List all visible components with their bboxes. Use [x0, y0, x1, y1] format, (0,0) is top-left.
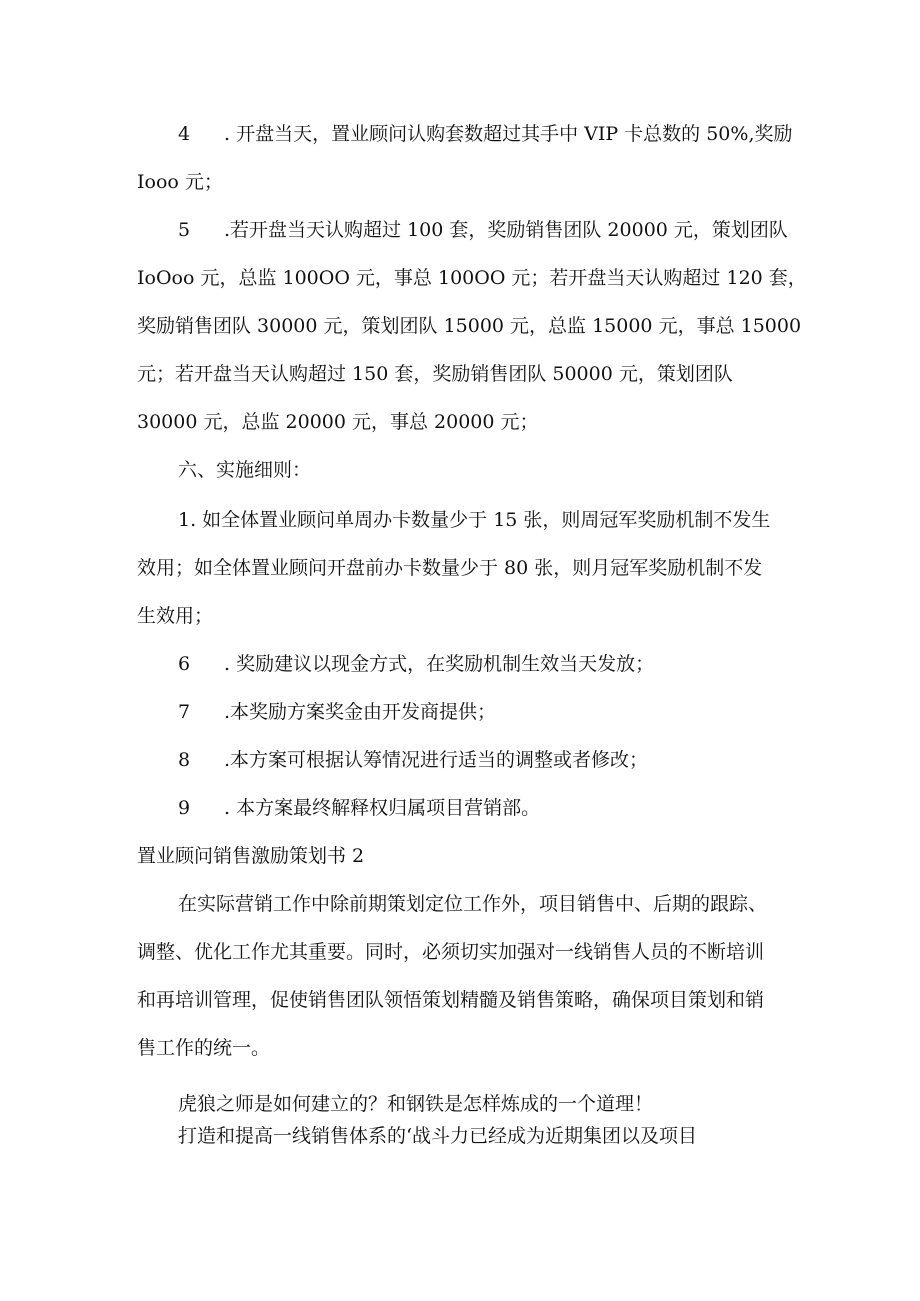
rule-6-text: . 奖励建议以现金方式，在奖励机制生效当天发放； — [224, 653, 655, 675]
para-1-line-1: 在实际营销工作中除前期策划定位工作外，项目销售中、后期的跟踪、 — [178, 893, 768, 915]
para-1-line-3: 和再培训管理，促使销售团队领悟策划精髓及销售策略，确保项目策划和销 — [137, 989, 765, 1011]
rule-7-text: .本奖励方案奖金由开发商提供； — [224, 701, 497, 723]
para-1-line-4: 售工作的统一。 — [137, 1037, 271, 1059]
rule-8-number: 8 — [178, 749, 191, 771]
item-5-line-5: 30000 元，总监 20000 元，事总 20000 元； — [137, 411, 539, 433]
para-2-line-2: 打造和提高一线销售体系的‘战斗力已经成为近期集团以及项目 — [178, 1125, 698, 1147]
item-5-number: 5 — [178, 219, 191, 241]
item-5-line-3: 奖励销售团队 30000 元，策划团队 15000 元，总监 15000 元，事总 15000 — [137, 315, 802, 337]
rule-9-number: 9 — [178, 797, 191, 819]
item-5-line-1 — [178, 218, 788, 242]
section-6-heading: 六、实施细则： — [178, 459, 312, 481]
item-4-text-1: . 开盘当天，置业顾问认购套数超过其手中 VIP 卡总数的 50%,奖励 — [224, 123, 793, 145]
item-5-text-1: .若开盘当天认购超过 100 套，奖励销售团队 20000 元，策划团队 — [224, 219, 788, 241]
section-title-2: 置业顾问销售激励策划书 2 — [137, 845, 365, 867]
item-4-line-2: Iooo 元； — [137, 171, 223, 193]
rule-8 — [178, 748, 648, 772]
para-2-line-1: 虎狼之师是如何建立的？和钢铁是怎样炼成的一个道理！ — [178, 1093, 654, 1115]
item-4-number: 4 — [178, 123, 191, 145]
item-5-line-2: IoOoo 元，总监 100OO 元，事总 100OO 元；若开盘当天认购超过 120 套， — [137, 267, 807, 289]
rule-1-line-3: 生效用； — [137, 605, 214, 627]
rule-7 — [178, 700, 496, 724]
rule-8-text: .本方案可根据认筹情况进行适当的调整或者修改； — [224, 749, 649, 771]
item-4-line-1 — [178, 122, 792, 146]
rule-9-text: . 本方案最终解释权归属项目营销部。 — [224, 797, 541, 819]
item-5-line-4: 元；若开盘当天认购超过 150 套，奖励销售团队 50000 元，策划团队 — [137, 363, 733, 385]
rule-6 — [178, 652, 654, 676]
rule-1-line-1: 1. 如全体置业顾问单周办卡数量少于 15 张，则周冠军奖励机制不发生 — [178, 509, 771, 531]
rule-7-number: 7 — [178, 701, 191, 723]
rule-1-line-2: 效用；如全体置业顾问开盘前办卡数量少于 80 张，则月冠军奖励机制不发 — [137, 557, 763, 579]
rule-6-number: 6 — [178, 653, 191, 675]
para-1-line-2: 调整、优化工作尤其重要。同时，必须切实加强对一线销售人员的不断培训 — [137, 941, 765, 963]
rule-9 — [178, 796, 540, 820]
